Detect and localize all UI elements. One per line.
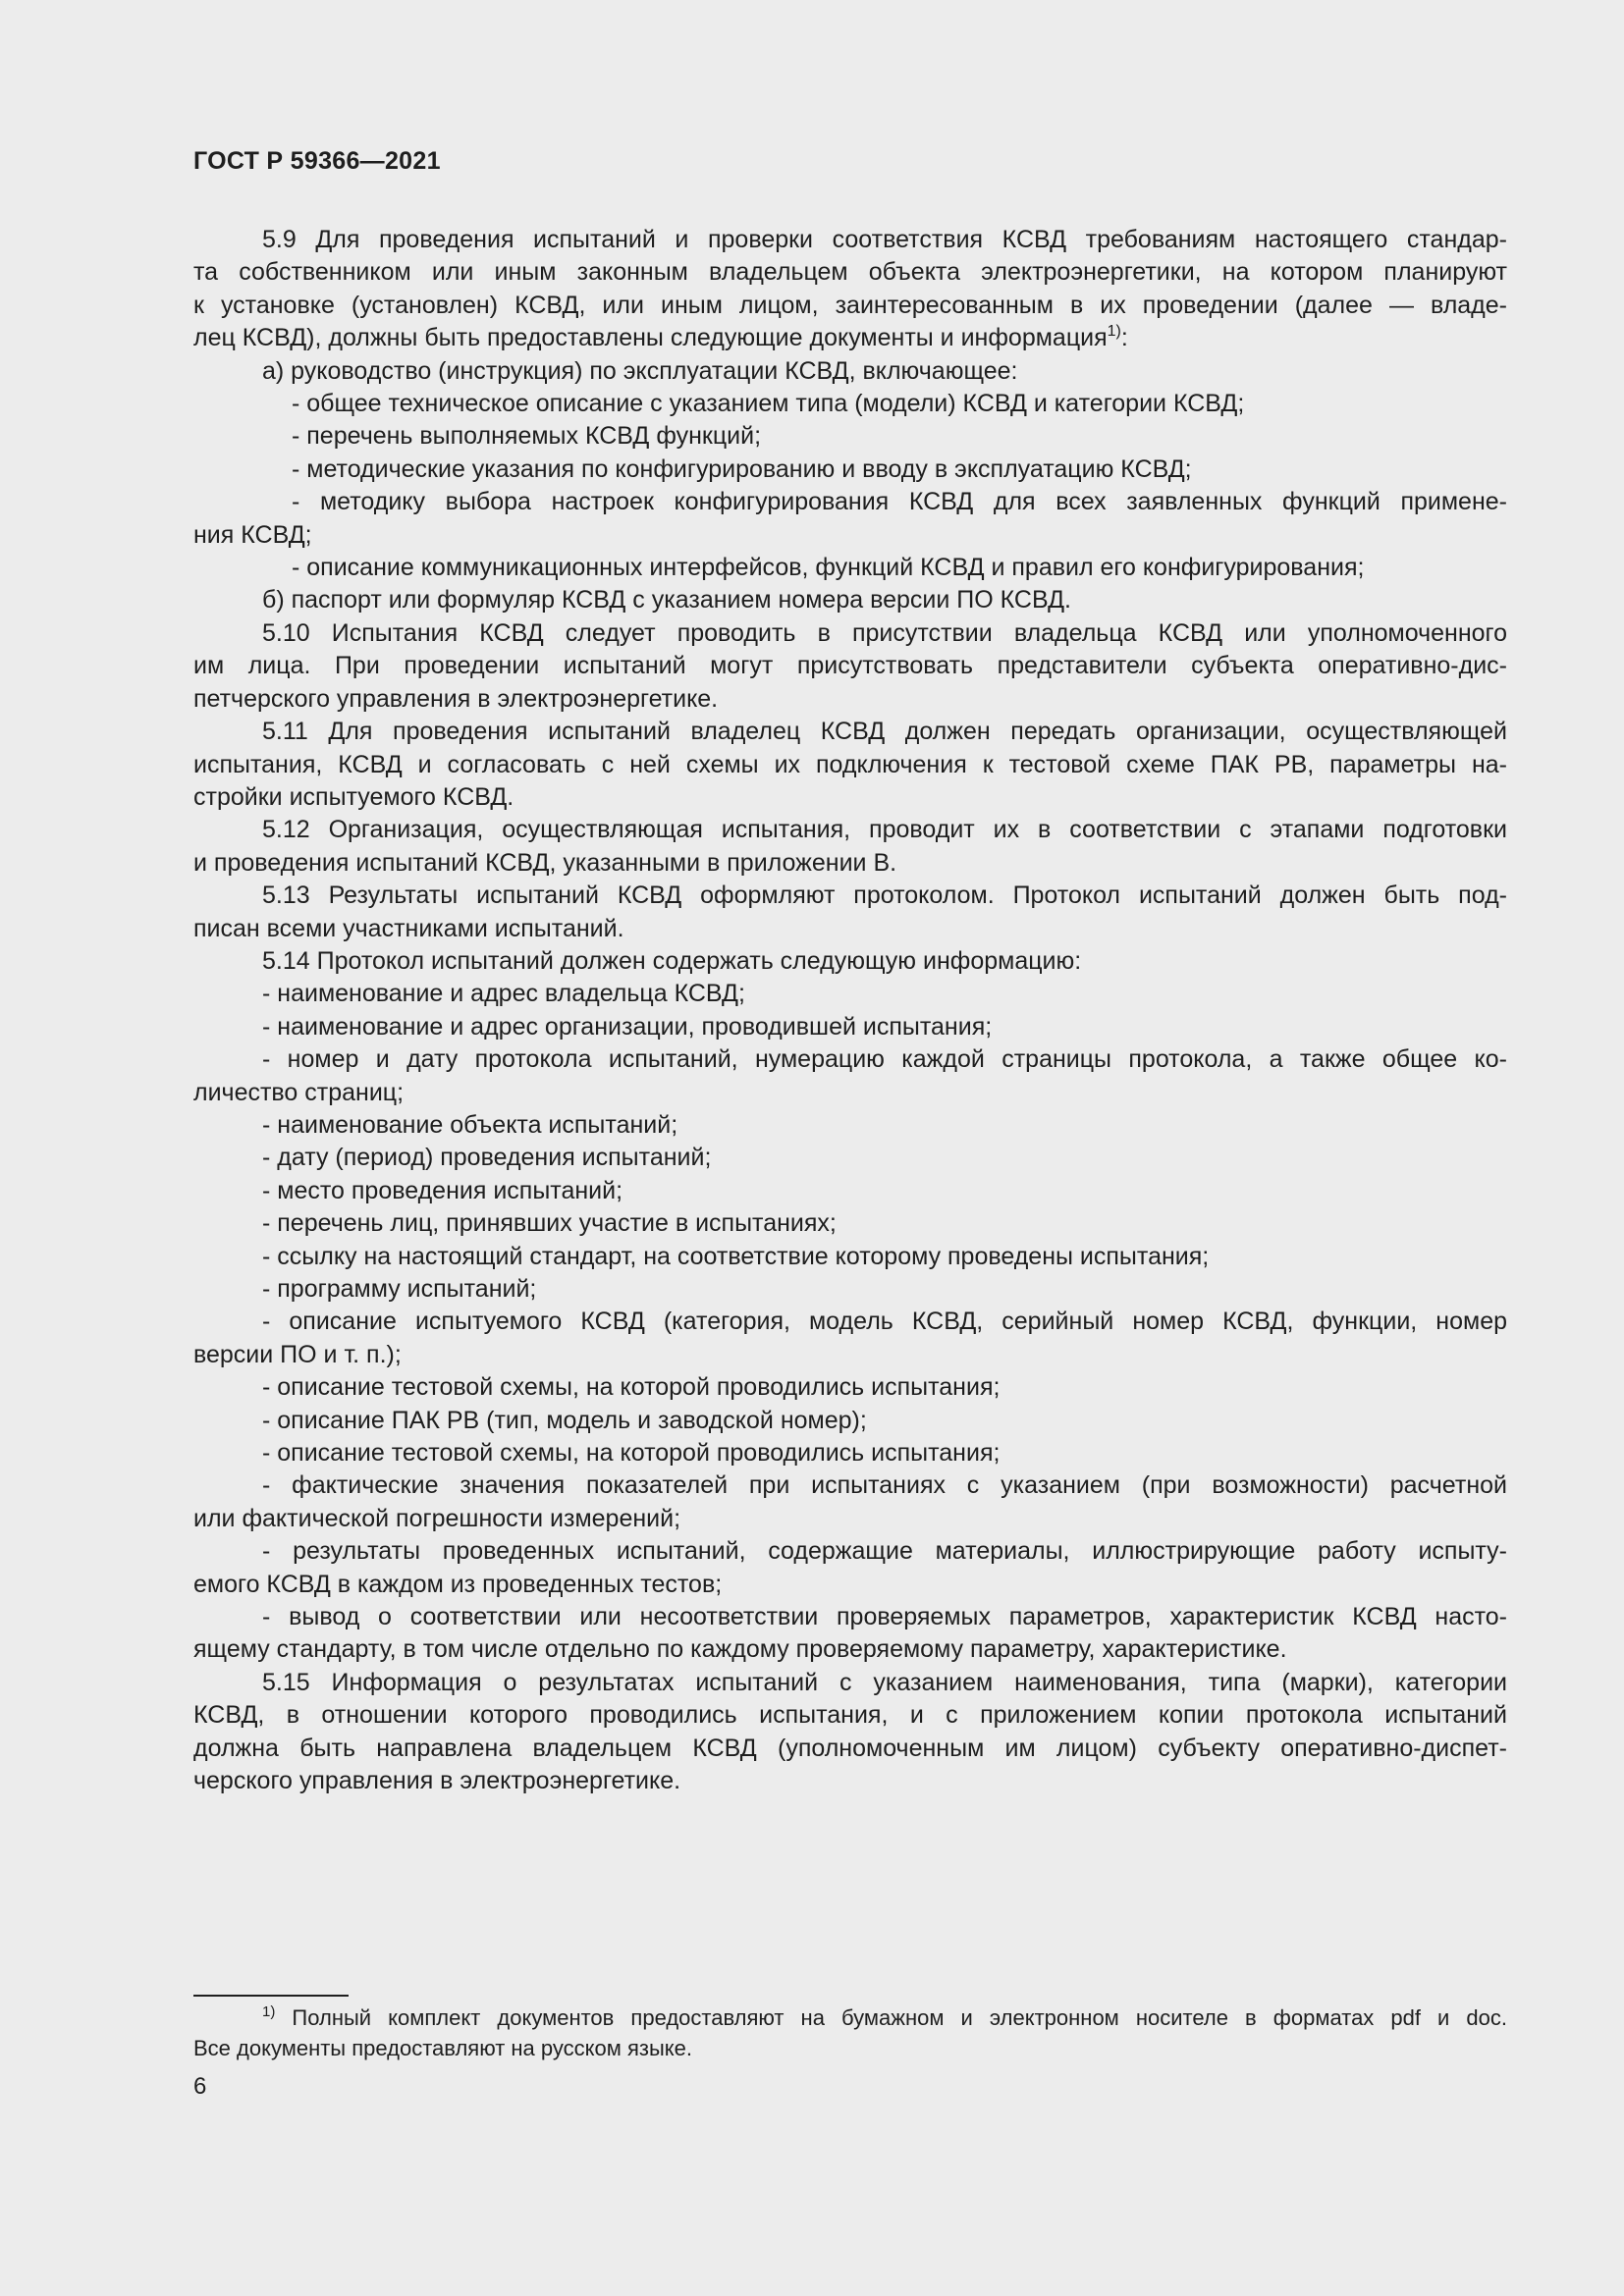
clause-5-11 — [193, 716, 1507, 814]
clause-5-11-line: 5.11 Для проведения испытаний владелец КСВД должен передать организации, осуществляющей — [262, 718, 1507, 746]
clause-5-13 — [193, 880, 1507, 945]
list-item: - перечень лиц, принявших участие в испытаниях; — [262, 1209, 837, 1238]
item-a-sub-4-line: ния КСВД; — [193, 520, 312, 549]
clause-5-12 — [193, 814, 1507, 880]
footnote-line — [193, 2002, 1507, 2033]
item-b: б) паспорт или формуляр КСВД с указанием номера версии ПО КСВД. — [262, 586, 1071, 614]
clause-5-13-line: писан всеми участниками испытаний. — [193, 914, 624, 942]
footnote-divider — [193, 1995, 349, 1997]
clause-5-9-colon: : — [1120, 324, 1128, 352]
list-item: - место проведения испытаний; — [262, 1176, 623, 1204]
clause-5-10-line: им лица. При проведении испытаний могут присутствовать представители субъекта оперативно-дис- — [193, 652, 1507, 680]
list-item-line: - номер и дату протокола испытаний, нумерацию каждой страницы протокола, а также общее ко- — [262, 1045, 1507, 1074]
clause-5-13-line: 5.13 Результаты испытаний КСВД оформляют протоколом. Протокол испытаний должен быть под- — [262, 881, 1507, 910]
list-item-line: - описание испытуемого КСВД (категория, модель КСВД, серийный номер КСВД, функции, номер — [262, 1308, 1507, 1336]
clause-5-15-line: черского управления в электроэнергетике. — [193, 1767, 681, 1795]
clause-5-12-line: и проведения испытаний КСВД, указанными в приложении В. — [193, 848, 897, 877]
item-a-sub-4 — [193, 486, 1507, 552]
list-item: - наименование и адрес владельца КСВД; — [262, 980, 745, 1008]
list-item: - наименование объекта испытаний; — [262, 1110, 678, 1139]
list-item-line: ящему стандарту, в том числе отдельно по каждому проверяемому параметру, характеристике. — [193, 1635, 1287, 1664]
footnote-marker: 1) — [262, 2003, 276, 2020]
item-a-sub-3: - методические указания по конфигурированию и вводу в эксплуатацию КСВД; — [292, 454, 1192, 483]
list-item — [193, 1306, 1507, 1371]
item-a-sub-2: - перечень выполняемых КСВД функций; — [292, 422, 762, 451]
clause-5-9-line: 5.9 Для проведения испытаний и проверки соответствия КСВД требованиям настоящего стандар- — [262, 226, 1507, 253]
clause-5-15-line: 5.15 Информация о результатах испытаний с указанием наименования, типа (марки), категории — [262, 1668, 1507, 1696]
clause-5-9-line — [193, 322, 1507, 354]
list-item: - программу испытаний; — [262, 1275, 537, 1303]
list-item: - наименование и адрес организации, проводившей испытания; — [262, 1012, 993, 1041]
clause-5-10 — [193, 617, 1507, 716]
clause-5-10-line: петчерского управления в электроэнергетике. — [193, 684, 719, 713]
item-a-sub-5: - описание коммуникационных интерфейсов, функций КСВД и правил его конфигурирования; — [292, 554, 1365, 582]
document-body — [193, 224, 1507, 1798]
clause-5-9 — [193, 224, 1507, 355]
clause-5-11-line: стройки испытуемого КСВД. — [193, 782, 514, 811]
footnote-text: Полный комплект документов предоставляют на бумажном и электронном носителе в форматах pdf и doc. — [292, 2005, 1507, 2030]
item-a-sub-1: - общее техническое описание с указанием типа (модели) КСВД и категории КСВД; — [292, 390, 1245, 418]
footnote — [193, 2002, 1507, 2063]
list-item-line: емого КСВД в каждом из проведенных тестов; — [193, 1570, 723, 1598]
list-item: - ссылку на настоящий стандарт, на соответствие которому проведены испытания; — [262, 1242, 1210, 1270]
list-item-line: версии ПО и т. п.); — [193, 1340, 402, 1368]
clause-5-10-line: 5.10 Испытания КСВД следует проводить в присутствии владельца КСВД или уполномоченного — [262, 618, 1507, 647]
list-item — [193, 1043, 1507, 1109]
clause-5-9-line: к установке (установлен) КСВД, или иным лицом, заинтересованным в их проведении (далее — владе- — [193, 291, 1507, 319]
page-number: 6 — [193, 2073, 207, 2100]
list-item-line: - фактические значения показателей при испытаниях с указанием (при возможности) расчетной — [262, 1471, 1507, 1500]
footnote-reference: 1) — [1107, 323, 1121, 341]
clause-5-14: 5.14 Протокол испытаний должен содержать следующую информацию: — [262, 946, 1082, 975]
list-item — [193, 1601, 1507, 1667]
list-item: - описание тестовой схемы, на которой проводились испытания; — [262, 1373, 1001, 1402]
list-item — [193, 1535, 1507, 1601]
list-item — [193, 1469, 1507, 1535]
clause-5-15-line: КСВД, в отношении которого проводились испытания, и с приложением копии протокола испытаний — [193, 1701, 1507, 1730]
document-header: ГОСТ Р 59366—2021 — [193, 147, 441, 175]
list-item: - дату (период) проведения испытаний; — [262, 1144, 712, 1172]
list-item-line: личество страниц; — [193, 1078, 405, 1106]
clause-5-11-line: испытания, КСВД и согласовать с ней схемы их подключения к тестовой схеме ПАК РВ, параметры на- — [193, 750, 1507, 778]
clause-5-15-line: должна быть направлена владельцем КСВД (уполномоченным им лицом) субъекту оперативно-диспет- — [193, 1734, 1507, 1762]
item-a-sub-4-line: - методику выбора настроек конфигурирования КСВД для всех заявленных функций примене- — [292, 488, 1507, 516]
list-item: - описание тестовой схемы, на которой проводились испытания; — [262, 1439, 1001, 1468]
item-a: а) руководство (инструкция) по эксплуатации КСВД, включающее: — [262, 356, 1018, 385]
list-item-line: или фактической погрешности измерений; — [193, 1504, 681, 1532]
clause-5-15 — [193, 1667, 1507, 1798]
list-item-line: - результаты проведенных испытаний, содержащие материалы, иллюстрирующие работу испыту- — [262, 1537, 1507, 1566]
clause-5-9-text: лец КСВД), должны быть предоставлены следующие документы и информация — [193, 324, 1108, 352]
clause-5-12-line: 5.12 Организация, осуществляющая испытания, проводит их в соответствии с этапами подготовки — [262, 816, 1507, 844]
list-item-line: - вывод о соответствии или несоответствии проверяемых параметров, характеристик КСВД насто- — [262, 1603, 1507, 1631]
footnote-line: Все документы предоставляют на русском языке. — [193, 2036, 693, 2060]
clause-5-9-line: та собственником или иным законным владельцем объекта электроэнергетики, на котором планируют — [193, 258, 1507, 287]
list-item: - описание ПАК РВ (тип, модель и заводской номер); — [262, 1406, 867, 1434]
